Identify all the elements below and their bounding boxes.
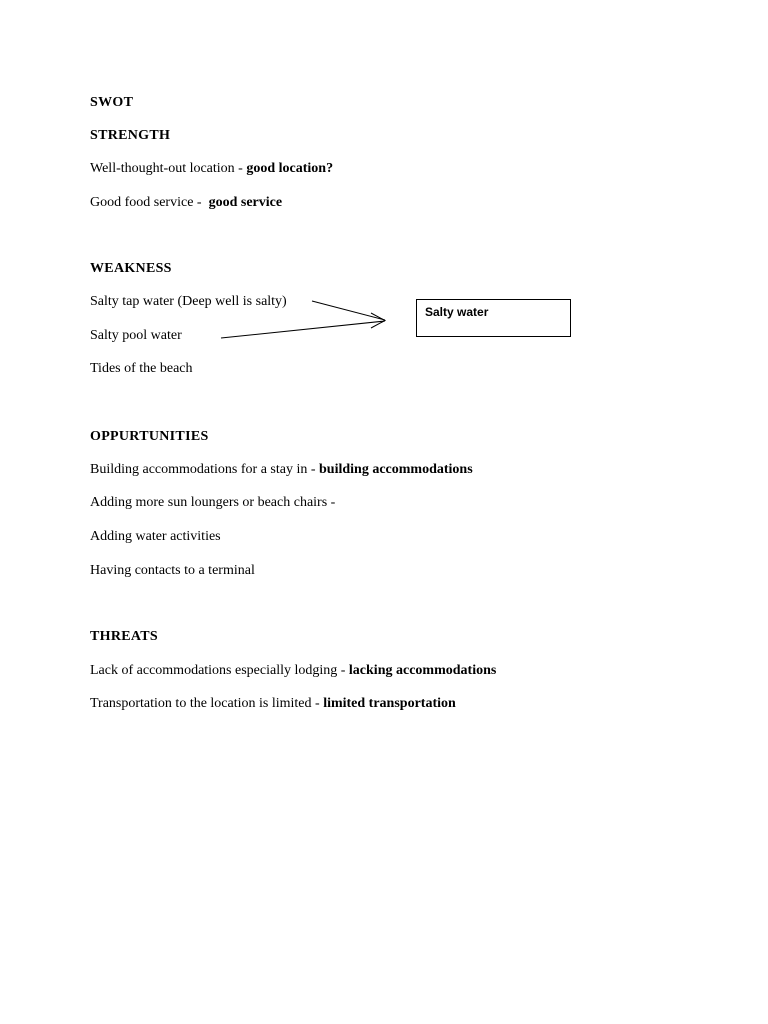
opportunities-item-text: Adding water activities (90, 529, 221, 544)
opportunities-item (90, 562, 255, 580)
opportunities-heading: OPPURTUNITIES (90, 429, 209, 444)
arrow-head (371, 313, 385, 328)
strength-item-tag: good service (208, 195, 283, 210)
strength-item-text: Well-thought-out location - (90, 161, 247, 176)
threats-item-tag: lacking accommodations (348, 663, 497, 678)
opportunities-item (90, 528, 221, 546)
threats-item (90, 695, 456, 713)
strength-item-tag: good location? (246, 161, 334, 176)
arrow-line-tap-water (312, 301, 385, 320)
document-title: SWOT (90, 95, 134, 110)
opportunities-item-text: Building accommodations for a stay in - (90, 462, 320, 477)
weakness-item-text: Tides of the beach (90, 361, 193, 376)
opportunities-item (90, 494, 335, 512)
strength-item-text: Good food service - (90, 195, 209, 210)
threats-item (90, 662, 496, 680)
threats-item-text: Lack of accommodations especially lodging - (90, 663, 349, 678)
weakness-item-text: Salty pool water (90, 328, 182, 343)
opportunities-item (90, 461, 473, 479)
strength-heading: STRENGTH (90, 128, 171, 143)
threats-item-tag: limited transportation (323, 696, 456, 711)
opportunities-item-text: Adding more sun loungers or beach chairs - (90, 495, 336, 510)
arrow-line-pool-water (221, 321, 385, 338)
weakness-heading: WEAKNESS (90, 261, 172, 276)
weakness-item-text: Salty tap water (Deep well is salty) (90, 294, 287, 309)
threats-item-text: Transportation to the location is limited - (90, 696, 324, 711)
callout-text: Salty water (425, 305, 489, 319)
opportunities-item-tag: building accommodations (319, 462, 473, 477)
callout-box (416, 299, 571, 337)
opportunities-item-text: Having contacts to a terminal (90, 563, 255, 578)
threats-heading: THREATS (90, 629, 158, 644)
